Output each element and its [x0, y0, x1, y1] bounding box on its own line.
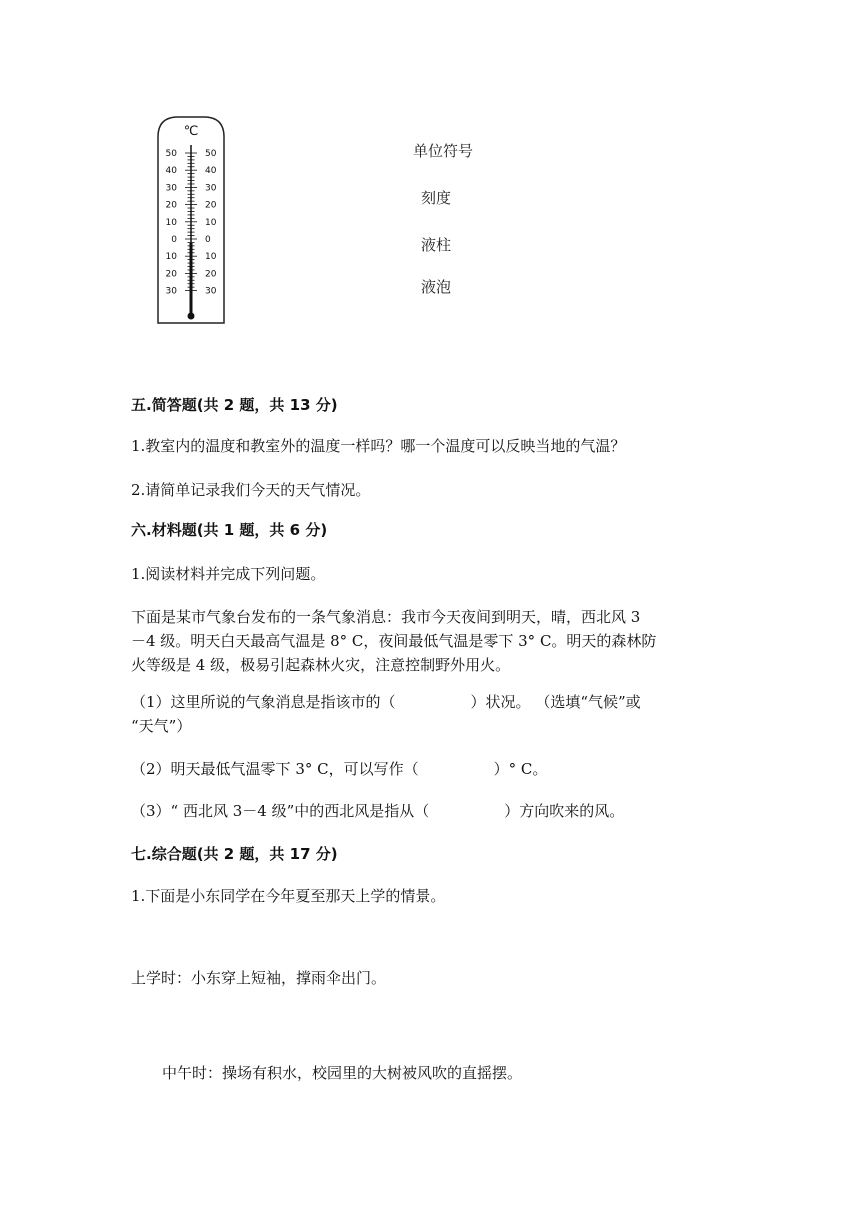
- part-label-bulb: 液泡: [421, 278, 452, 296]
- scale-label-left: 30: [165, 286, 177, 297]
- material-line-1: 下面是某市气象台发布的一条气象消息：我市今天夜间到明天，晴，西北风 3: [131, 608, 641, 626]
- scale-label-right: 0: [205, 235, 211, 245]
- thermometer-illustration: [156, 115, 226, 325]
- scale-label-left: 10: [165, 217, 177, 228]
- scale-label-right: 10: [205, 217, 217, 228]
- part-label-liquid-column: 液柱: [421, 236, 452, 254]
- section7-heading: 七.综合题(共 2 题，共 17 分): [131, 845, 338, 863]
- scale-label-left: 0: [171, 235, 177, 245]
- scale-label-right: 50: [205, 149, 217, 159]
- section5-question-1: 1.教室内的温度和教室外的温度一样吗？哪一个温度可以反映当地的气温？: [131, 437, 626, 455]
- part-label-scale: 刻度: [421, 189, 452, 207]
- section7-question-1: 1.下面是小东同学在今年夏至那天上学的情景。: [131, 887, 446, 905]
- scale-label-right: 20: [205, 269, 217, 280]
- scale-label-left: 30: [165, 183, 177, 194]
- scale-label-right: 10: [205, 252, 217, 263]
- scene-morning: 上学时：小东穿上短袖，撑雨伞出门。: [131, 969, 387, 987]
- part-label-unit-symbol: 单位符号: [413, 142, 474, 160]
- scale-label-left: 40: [165, 166, 177, 177]
- scale-label-right: 30: [205, 286, 217, 297]
- sub-question-1-line-2: “天气”）: [131, 717, 192, 735]
- thermometer-unit-symbol: ℃: [183, 124, 199, 139]
- section5-heading: 五.简答题(共 2 题，共 13 分): [131, 396, 338, 414]
- scale-label-left: 50: [165, 149, 177, 159]
- sub-question-1-line-1: （1）这里所说的气象消息是指该市的（ ）状况。 （选填“气候”或: [131, 693, 641, 711]
- scale-label-right: 20: [205, 200, 217, 211]
- sub-question-3: （3）“ 西北风 3－4 级”中的西北风是指从（ ）方向吹来的风。: [131, 802, 625, 820]
- scene-noon: 中午时：操场有积水，校园里的大树被风吹的直摇摆。: [162, 1064, 523, 1082]
- scale-label-right: 40: [205, 166, 217, 177]
- scale-label-left: 10: [165, 252, 177, 263]
- material-line-3: 火等级是 4 级，极易引起森林火灾，注意控制野外用火。: [131, 656, 511, 674]
- thermometer-bulb: [188, 313, 195, 320]
- scale-label-left: 20: [165, 200, 177, 211]
- section6-question-1: 1.阅读材料并完成下列问题。: [131, 565, 326, 583]
- scale-label-left: 20: [165, 269, 177, 280]
- section5-question-2: 2.请简单记录我们今天的天气情况。: [131, 481, 371, 499]
- sub-question-2: （2）明天最低气温零下 3° C，可以写作（ ）° C。: [131, 760, 548, 778]
- scale-label-right: 30: [205, 183, 217, 194]
- section6-heading: 六.材料题(共 1 题，共 6 分): [131, 521, 328, 539]
- material-line-2: －4 级。明天白天最高气温是 8° C，夜间最低气温是零下 3° C。明天的森林防: [131, 632, 657, 650]
